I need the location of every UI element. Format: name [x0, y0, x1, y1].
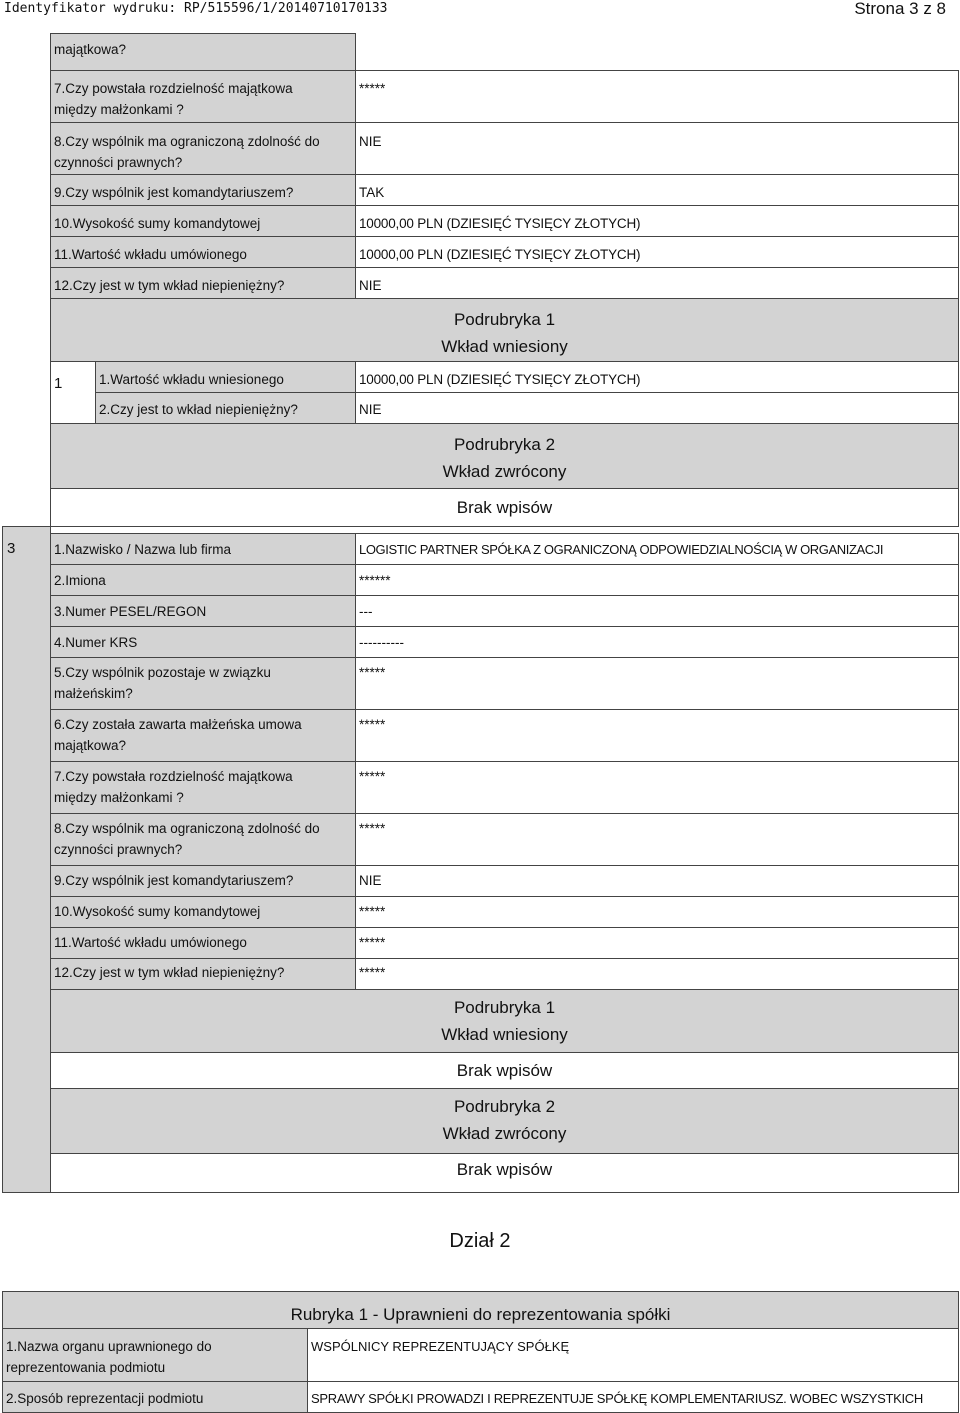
f11-value: ***** [359, 935, 386, 950]
f2-label: 2.Imiona [54, 573, 106, 588]
r2-label: 2.Sposób reprezentacji podmiotu [6, 1391, 204, 1406]
f7-label-line1: 7.Czy powstała rozdzielność majątkowa [54, 769, 293, 784]
q11-value: 10000,00 PLN (DZIESIĘĆ TYSIĘCY ZŁOTYCH) [359, 247, 641, 262]
f12-label: 12.Czy jest w tym wkład niepieniężny? [54, 965, 285, 980]
f7-value: ***** [359, 769, 386, 784]
f4-value: ---------- [359, 635, 404, 650]
empty-notice: Brak wpisów [456, 1160, 553, 1179]
f6-value: ***** [359, 717, 386, 732]
q10-label: 10.Wysokość sumy komandytowej [54, 216, 261, 231]
f8-label-line2: czynności prawnych? [54, 842, 183, 857]
f6-label-line1: 6.Czy została zawarta małżeńska umowa [54, 717, 302, 732]
f12-value: ***** [359, 965, 386, 980]
f8-value: ***** [359, 821, 386, 836]
f6-label-line2: majątkowa? [54, 738, 127, 753]
rubric-title: Rubryka 1 - Uprawnieni do reprezentowania spółki [290, 1305, 671, 1324]
subsection-subtitle: Wkład zwrócony [442, 462, 567, 481]
empty-notice: Brak wpisów [456, 498, 553, 517]
subsection-title: Podrubryka 2 [453, 1097, 556, 1116]
page-number: Strona 3 z 8 [854, 0, 946, 18]
q6-tail-label: majątkowa? [54, 42, 127, 57]
subsection-title: Podrubryka 1 [453, 998, 556, 1017]
q8-value: NIE [359, 134, 382, 149]
value-cell [355, 595, 959, 627]
f9-label: 9.Czy wspólnik jest komandytariuszem? [54, 873, 294, 888]
value-cell [355, 564, 959, 596]
partner-index: 3 [7, 540, 16, 557]
f4-label: 4.Numer KRS [54, 635, 138, 650]
q9-label: 9.Czy wspólnik jest komandytariuszem? [54, 185, 294, 200]
f5-label-line2: małżeńskim? [54, 686, 133, 701]
subsection-title: Podrubryka 1 [453, 310, 556, 329]
q8-label-line1: 8.Czy wspólnik ma ograniczoną zdolność do [54, 134, 320, 149]
subsection-subtitle: Wkład wniesiony [441, 1025, 568, 1044]
q8-label-line2: czynności prawnych? [54, 155, 183, 170]
value-cell [355, 70, 959, 123]
value-cell [355, 267, 959, 299]
entry-index: 1 [54, 375, 63, 392]
q12-value: NIE [359, 278, 382, 293]
print-identifier: Identyfikator wydruku: RP/515596/1/20140710170133 [4, 1, 388, 16]
value-cell [355, 761, 959, 814]
r1-label-line2: reprezentowania podmiotu [6, 1360, 166, 1375]
f9-value: NIE [359, 873, 382, 888]
f11-label: 11.Wartość wkładu umówionego [54, 935, 247, 950]
w2-value: NIE [359, 402, 382, 417]
value-cell [355, 927, 959, 959]
r2-value: SPRAWY SPÓŁKI PROWADZI I REPREZENTUJE SPÓŁKĘ KOMPLEMENTARIUSZ. WOBEC WSZYSTKICH [311, 1391, 923, 1406]
q11-label: 11.Wartość wkładu umówionego [54, 247, 247, 262]
f5-value: ***** [359, 665, 386, 680]
r1-label-line1: 1.Nazwa organu uprawnionego do [6, 1339, 212, 1354]
w1-label: 1.Wartość wkładu wniesionego [99, 372, 284, 387]
f7-label-line2: między małżonkami ? [54, 790, 184, 805]
f3-value: --- [359, 604, 373, 619]
value-cell [355, 896, 959, 928]
q7-label-line2: między małżonkami ? [54, 102, 184, 117]
f2-value: ****** [359, 573, 391, 588]
w2-label: 2.Czy jest to wkład niepieniężny? [99, 402, 298, 417]
f1-value: LOGISTIC PARTNER SPÓŁKA Z OGRANICZONĄ ODPOWIEDZIALNOŚCIĄ W ORGANIZACJI [359, 542, 884, 557]
empty-notice: Brak wpisów [456, 1061, 553, 1080]
subsection-subtitle: Wkład wniesiony [441, 337, 568, 356]
f8-label-line1: 8.Czy wspólnik ma ograniczoną zdolność do [54, 821, 320, 836]
partner-index-cell [2, 526, 51, 1193]
f10-value: ***** [359, 904, 386, 919]
value-cell [355, 709, 959, 762]
q10-value: 10000,00 PLN (DZIESIĘĆ TYSIĘCY ZŁOTYCH) [359, 216, 641, 231]
value-cell [355, 657, 959, 710]
r1-value: WSPÓLNICY REPREZENTUJĄCY SPÓŁKĘ [311, 1339, 570, 1354]
w1-value: 10000,00 PLN (DZIESIĘĆ TYSIĘCY ZŁOTYCH) [359, 372, 641, 387]
q12-label: 12.Czy jest w tym wkład niepieniężny? [54, 278, 285, 293]
value-cell [355, 865, 959, 897]
f10-label: 10.Wysokość sumy komandytowej [54, 904, 261, 919]
q7-label-line1: 7.Czy powstała rozdzielność majątkowa [54, 81, 293, 96]
f3-label: 3.Numer PESEL/REGON [54, 604, 207, 619]
f1-label: 1.Nazwisko / Nazwa lub firma [54, 542, 232, 557]
value-cell [355, 626, 959, 658]
value-cell [355, 813, 959, 866]
section-title: Dział 2 [449, 1230, 511, 1252]
value-cell [355, 122, 959, 175]
value-cell [355, 958, 959, 990]
q7-value: ***** [359, 81, 386, 96]
subsection-title: Podrubryka 2 [453, 435, 556, 454]
value-cell [355, 392, 959, 424]
subsection-subtitle: Wkład zwrócony [442, 1124, 567, 1143]
value-cell [355, 174, 959, 206]
index-cell [50, 361, 96, 424]
q9-value: TAK [359, 185, 385, 200]
f5-label-line1: 5.Czy wspólnik pozostaje w związku [54, 665, 271, 680]
